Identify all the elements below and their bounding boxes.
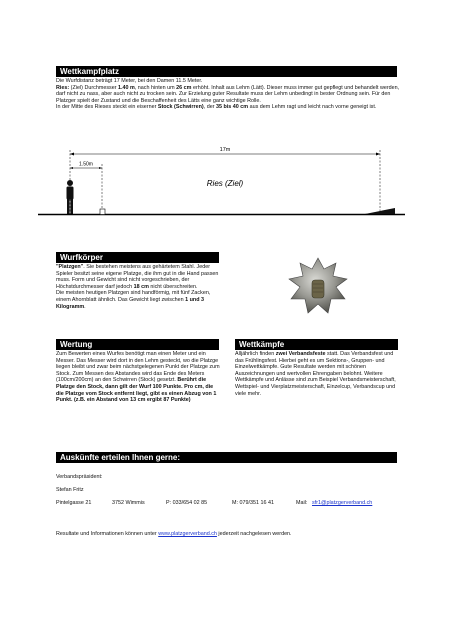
platzge-photo: [282, 255, 354, 319]
stock-text: , der: [203, 104, 217, 111]
ries-text: (Ziel) Durchmesser: [69, 84, 119, 91]
short-arrow-left: [70, 167, 73, 169]
arrow-head-right: [376, 153, 380, 156]
wettkaempfe-text-part: statt. Das Verbandsfest und das Frühlingsfest. Hierbei geht es um Sektions-, Gruppen- und Einzelwettkämpfe. Gute Resultate werden mit schönen Auszeichnungen und wertvollen Ehrengaben belohnt. Weitere Wettkämpfe und Anlässe sind zum Beispiel Verbandsmeisterschaft, Wettspiel- und Vierplatzmeisterschaft, Einzelcup, Verbandscup und viele mehr.: [235, 351, 396, 397]
stock-distance: 35 bis 40 cm: [216, 104, 249, 111]
footer-text: [56, 531, 401, 538]
website-link[interactable]: www.platzgerverband.ch: [158, 531, 217, 537]
ries-paragraph: [56, 85, 401, 105]
wurfkoerper-text-part: .: [84, 303, 86, 310]
short-distance-label: 1.50m: [79, 161, 93, 168]
contact-role: Verbandspräsident:: [56, 474, 103, 480]
platzgen-term: "Platzgen": [56, 264, 84, 270]
ries-ramp: [365, 208, 395, 214]
ries-diameter: 1.40 m: [118, 84, 135, 91]
field-diagram: [30, 138, 410, 220]
contact-name: Stefan Fritz: [56, 487, 84, 493]
wertung-text: [56, 351, 222, 404]
wertung-rule: Berührt die Platzge den Stock, dann gilt der Wurf 100 Punkte. Pro cm, die die Platzge vom Stock entfernt liegt, gibt es einen Abzug von 1 Punkt.: [56, 377, 217, 404]
contact-address: Pintelgasse 21: [56, 500, 92, 506]
ries-label: Ries:: [56, 84, 70, 91]
short-arrow-right: [99, 167, 102, 169]
wertung-text-part: Zum Bewerten eines Wurfes benötigt man einen Meter und ein Messer. Das Messer wird dort in den Lehm gesteckt, wo die Platzge liegen bleibt und zwar beim nächstgelegenen Punkt der Platzge zum Stock. Zum Messen des Abstandes wird das Ende des Meters (100cm/200cm) an den Schwirren (Stock) gesetzt.: [56, 351, 220, 384]
stock-text: aus dem Lehm ragt und leicht nach vorne geneigt ist.: [248, 104, 377, 111]
footer-text-part: Resultate und Informationen können unter: [56, 531, 159, 537]
marker-block: [100, 209, 105, 215]
ries-text: erhöht. Inhalt aus Lehm (Lätt). Dieser muss immer gut gepflegt und behandelt werden, darf nicht zu nass, aber auch nicht zu trocken sein. Zur Erzielung guter Resultate muss der Lehm unbedingt in bester Ordnung sein. Für den Platzger spielt der Zustand und die Beschaffenheit des Lätts eine ganz wichtige Rolle.: [56, 84, 400, 104]
wurfkoerper-text-part: . Sie bestehen meistens aus gehärtetem Stahl. Jeder Spieler besitzt seine eigene Platzge, die ihm gut in die Hand passen muss. Form und Gewicht sind nicht vorgeschrieben, der Höchstdurchmesser darf jedoch: [56, 264, 219, 290]
wurfkoerper-text-part: Die meisten heutigen Platzgen sind handförmig, mit fünf Zacken, einem Ahornblatt ähnlich. Das Gewicht liegt zwischen: [56, 290, 211, 303]
contact-mobile: M: 079/351 16 41: [232, 500, 274, 506]
wurfkoerper-paragraph-2: [56, 290, 222, 310]
stock-paragraph: [56, 104, 401, 111]
section-heading-wurfkoerper: Wurfkörper: [56, 252, 219, 263]
contact-mail-label: Mail:: [296, 500, 308, 506]
weight-range: 1 und 3 Kilogramm: [56, 296, 205, 310]
contact-phone: P: 033/654 02 85: [166, 500, 208, 506]
section-heading-wettkampfplatz: Wettkampfplatz: [56, 66, 397, 77]
contact-city: 3752 Wimmis: [112, 500, 145, 506]
stock-text: In der Mitte des Rieses steckt ein eiserner: [56, 104, 158, 111]
ries-target-label: Ries (Ziel): [206, 179, 244, 188]
platzge-grip: [312, 280, 324, 298]
player-figure: [67, 180, 74, 214]
wettkampfplatz-line1: Die Wurfdistanz beträgt 17 Meter, bei den Damen 11.5 Meter.: [56, 78, 203, 84]
total-distance-label: 17m: [219, 147, 231, 153]
stock-name: Stock (Schwirren): [157, 104, 204, 111]
section-heading-auskuenfte: Auskünfte erteilen Ihnen gerne:: [56, 452, 397, 463]
wurfkoerper-paragraph-1: [56, 264, 222, 290]
contact-mail-link[interactable]: sfr1@platzgerverband.ch: [312, 500, 373, 506]
wettkampfplatz-text: [56, 78, 401, 111]
arrow-head-left: [70, 153, 74, 156]
wertung-example: (z.B. ein Abstand von 13 cm ergibt 87 Punkte): [72, 397, 191, 404]
wurfkoerper-text: [56, 264, 222, 310]
wettkaempfe-text-part: Alljährlich finden: [235, 351, 276, 357]
wurfkoerper-text-part: nicht überschreiten.: [148, 283, 198, 290]
ries-text: , nach hinten um: [134, 84, 177, 91]
ries-raise: 26 cm: [176, 84, 192, 91]
wertung-paragraph: [56, 351, 222, 404]
verbandsfeste-term: zwei Verbandsfeste: [275, 351, 326, 357]
section-heading-wettkaempfe: Wettkämpfe: [235, 339, 398, 350]
wettkaempfe-text: [235, 351, 401, 397]
section-heading-wertung: Wertung: [56, 339, 219, 350]
max-diameter: 18 cm: [133, 283, 149, 290]
footer-text-part: jederzeit nachgelesen werden.: [216, 531, 292, 537]
wettkaempfe-paragraph: [235, 351, 401, 397]
